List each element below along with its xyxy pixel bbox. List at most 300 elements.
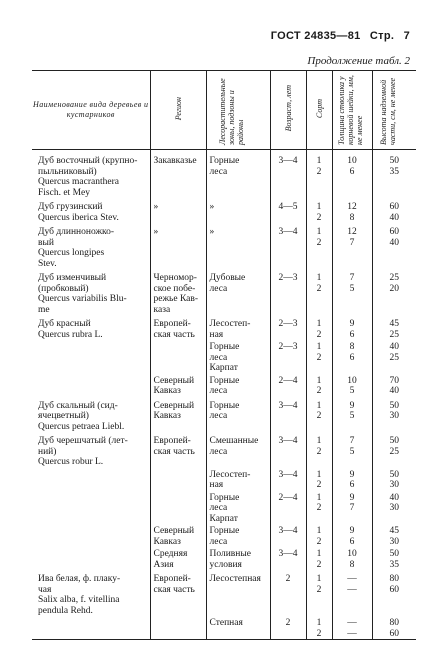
cell-grade bbox=[306, 374, 332, 397]
cell-line: Дуб грузинский bbox=[38, 202, 103, 212]
cell-thickness bbox=[332, 547, 372, 570]
cell-grade bbox=[306, 432, 332, 468]
cell-line: Дуб восточный (крупно- bbox=[38, 156, 138, 166]
table-row bbox=[32, 616, 416, 640]
cell-line: Северный bbox=[153, 526, 195, 536]
cell-line: 1 bbox=[316, 618, 322, 628]
cell-line: 60 bbox=[389, 227, 399, 237]
cell-line: Смешанные bbox=[209, 436, 259, 446]
cell-zone bbox=[206, 269, 270, 315]
cell-line: Дуб скальный (сид- bbox=[38, 400, 118, 411]
cell-line: Quercus macranthera bbox=[38, 177, 119, 187]
col-header-name: Наименование вида деревьев и кустарников bbox=[32, 71, 150, 150]
cell-line: 30 bbox=[389, 536, 399, 547]
cell-grade bbox=[306, 150, 332, 199]
cell-line: 1 bbox=[316, 273, 322, 283]
cell-line: 2 bbox=[316, 166, 322, 177]
col-header-zone: Лесорастительные зоны, подзоны и районы bbox=[206, 71, 270, 150]
cell-region bbox=[150, 468, 206, 491]
cell-line: 25 bbox=[389, 329, 399, 340]
cell-line bbox=[38, 376, 147, 387]
cell-line: 2 bbox=[316, 480, 322, 490]
table-body bbox=[32, 150, 416, 640]
cell-line: 7 bbox=[349, 436, 355, 446]
table-continuation-caption: Продолжение табл. 2 bbox=[307, 55, 410, 67]
cell-name bbox=[32, 547, 150, 570]
cell-line: 6 bbox=[349, 480, 355, 490]
cell-height bbox=[372, 468, 416, 491]
cell-line: 9 bbox=[349, 469, 355, 480]
cell-zone bbox=[206, 374, 270, 397]
col-header-age: Возраст, лет bbox=[270, 71, 306, 150]
cell-line: леса bbox=[209, 352, 228, 363]
cell-line: 50 bbox=[389, 400, 399, 411]
cell-height bbox=[372, 432, 416, 468]
cell-line: — bbox=[347, 584, 357, 595]
cell-line: 60 bbox=[389, 584, 399, 595]
cell-line: 2 bbox=[316, 559, 322, 570]
table-row bbox=[32, 315, 416, 340]
cell-age bbox=[270, 223, 306, 269]
cell-line: 3—4 bbox=[278, 436, 298, 446]
cell-thickness bbox=[332, 468, 372, 491]
cell-line: 7 bbox=[349, 273, 355, 283]
cell-zone bbox=[206, 570, 270, 616]
cell-name bbox=[32, 315, 150, 340]
cell-zone bbox=[206, 198, 270, 223]
cell-line: ная bbox=[209, 480, 224, 490]
cell-line: 2 bbox=[316, 283, 322, 294]
cell-line: 1 bbox=[316, 202, 322, 212]
cell-grade bbox=[306, 570, 332, 616]
cell-line: 10 bbox=[347, 375, 357, 386]
cell-name bbox=[32, 269, 150, 315]
cell-age bbox=[270, 315, 306, 340]
cell-line: 35 bbox=[389, 166, 399, 177]
cell-thickness bbox=[332, 570, 372, 616]
cell-line: Горные bbox=[209, 400, 240, 411]
cell-age bbox=[270, 616, 306, 640]
cell-name bbox=[32, 374, 150, 397]
cell-age bbox=[270, 374, 306, 397]
cell-thickness bbox=[332, 269, 372, 315]
cell-line: ная bbox=[209, 329, 224, 340]
cell-line: — bbox=[347, 628, 357, 639]
cell-line: 80 bbox=[389, 618, 399, 628]
cell-line: 2 bbox=[316, 329, 322, 340]
cell-line: 1 bbox=[316, 375, 322, 386]
cell-line: Средняя bbox=[153, 549, 188, 559]
cell-line: 6 bbox=[349, 329, 355, 340]
cell-line: 50 bbox=[389, 156, 399, 166]
cell-name bbox=[32, 616, 150, 640]
cell-zone bbox=[206, 315, 270, 340]
cell-age bbox=[270, 397, 306, 433]
cell-zone bbox=[206, 468, 270, 491]
cell-line: Дуб черешчатый (лет- bbox=[38, 436, 128, 446]
cell-grade bbox=[306, 524, 332, 547]
cell-line: 6 bbox=[349, 166, 355, 177]
cell-grade bbox=[306, 269, 332, 315]
cell-line: 2—4 bbox=[278, 492, 298, 503]
cell-line: леса bbox=[209, 283, 228, 294]
cell-line bbox=[38, 549, 147, 560]
cell-line: 9 bbox=[349, 400, 355, 411]
table-row bbox=[32, 150, 416, 199]
cell-line: Северный bbox=[153, 375, 195, 386]
cell-line: Дуб длинноножко- bbox=[38, 227, 115, 237]
cell-line: 1 bbox=[316, 319, 322, 329]
cell-grade bbox=[306, 491, 332, 525]
cell-height bbox=[372, 570, 416, 616]
cell-zone bbox=[206, 524, 270, 547]
cell-line: Степная bbox=[209, 618, 243, 628]
cell-line: Азия bbox=[153, 559, 174, 570]
cell-zone bbox=[206, 223, 270, 269]
cell-name bbox=[32, 468, 150, 491]
cell-line: 40 bbox=[389, 237, 399, 248]
cell-age bbox=[270, 570, 306, 616]
page-header bbox=[40, 30, 410, 42]
cell-region bbox=[150, 223, 206, 269]
table-row bbox=[32, 570, 416, 616]
cell-line bbox=[154, 618, 205, 629]
cell-region bbox=[150, 491, 206, 525]
cell-thickness bbox=[332, 223, 372, 269]
cell-line: 6 bbox=[349, 352, 355, 363]
cell-line: Черномор- bbox=[153, 273, 197, 283]
page-number: 7 bbox=[403, 30, 410, 42]
cell-thickness bbox=[332, 340, 372, 374]
cell-line: 9 bbox=[349, 526, 355, 536]
cell-line bbox=[38, 618, 147, 629]
cell-grade bbox=[306, 616, 332, 640]
cell-line: 1 bbox=[316, 436, 322, 446]
cell-line: 2 bbox=[285, 618, 291, 628]
cell-line: 10 bbox=[347, 549, 357, 559]
cell-grade bbox=[306, 223, 332, 269]
cell-line: 70 bbox=[389, 375, 399, 386]
cell-line: ская часть bbox=[153, 584, 195, 595]
cell-line: 3—4 bbox=[278, 227, 298, 237]
cell-line: 1 bbox=[316, 549, 322, 559]
cell-thickness bbox=[332, 491, 372, 525]
cell-line: 3—4 bbox=[278, 400, 298, 411]
cell-grade bbox=[306, 547, 332, 570]
table-row bbox=[32, 198, 416, 223]
cell-line: » bbox=[153, 227, 159, 237]
cell-line: 40 bbox=[389, 492, 399, 503]
col-header-region: Регион bbox=[150, 71, 206, 150]
cell-line: 3—4 bbox=[278, 469, 298, 480]
cell-line: 2 bbox=[316, 628, 322, 639]
gost-code: ГОСТ 24835—81 bbox=[270, 30, 361, 42]
cell-line: 45 bbox=[389, 319, 399, 329]
cell-height bbox=[372, 491, 416, 525]
cell-line: Stev. bbox=[38, 258, 57, 269]
cell-line: 2—3 bbox=[278, 273, 298, 283]
cell-region bbox=[150, 269, 206, 315]
cell-line: 9 bbox=[349, 319, 355, 329]
cell-line: Дуб красный bbox=[38, 319, 91, 329]
cell-thickness bbox=[332, 432, 372, 468]
cell-line: 25 bbox=[389, 352, 399, 363]
cell-line: 8 bbox=[349, 342, 355, 352]
cell-age bbox=[270, 491, 306, 525]
cell-line: Ива белая, ф. плаку- bbox=[38, 574, 121, 584]
cell-line: 50 bbox=[389, 469, 399, 480]
cell-line bbox=[38, 526, 147, 537]
cell-line: леса bbox=[209, 386, 228, 396]
cell-zone bbox=[206, 491, 270, 525]
seedling-standards-table bbox=[32, 70, 416, 640]
cell-age bbox=[270, 547, 306, 570]
cell-region bbox=[150, 198, 206, 223]
cell-grade bbox=[306, 198, 332, 223]
cell-line: 1 bbox=[316, 526, 322, 536]
cell-line: 2 bbox=[316, 212, 322, 223]
cell-line: 10 bbox=[347, 156, 357, 166]
page-label: Стр. bbox=[369, 30, 395, 42]
cell-thickness bbox=[332, 198, 372, 223]
cell-line: 5 bbox=[349, 386, 355, 396]
cell-line: 25 bbox=[389, 446, 399, 457]
cell-line: 50 bbox=[389, 436, 399, 446]
cell-line: 1 bbox=[316, 156, 322, 166]
cell-name bbox=[32, 524, 150, 547]
cell-line: ское побе- bbox=[153, 283, 196, 294]
cell-line: Quercus iberica Stev. bbox=[38, 212, 119, 223]
cell-line bbox=[154, 342, 205, 353]
cell-line: леса bbox=[209, 166, 228, 177]
cell-name bbox=[32, 397, 150, 433]
cell-line: 80 bbox=[389, 574, 399, 584]
cell-line: Закавказье bbox=[153, 156, 197, 166]
cell-line: 2 bbox=[316, 237, 322, 248]
cell-name bbox=[32, 491, 150, 525]
cell-line: 40 bbox=[389, 342, 399, 352]
cell-line: леса bbox=[209, 446, 228, 457]
cell-line: Кавказ bbox=[153, 536, 181, 547]
cell-line: режье Кав- bbox=[153, 294, 199, 304]
cell-line: 4—5 bbox=[278, 202, 298, 212]
cell-height bbox=[372, 315, 416, 340]
cell-line: Дубовые bbox=[209, 273, 246, 283]
cell-line: 3—4 bbox=[278, 156, 298, 166]
cell-line: me bbox=[38, 304, 50, 315]
cell-line: 8 bbox=[349, 559, 355, 570]
cell-line: » bbox=[209, 202, 215, 212]
col-header-thickness: Толщина стволика у корневой шейки, мм, не менее bbox=[332, 71, 372, 150]
table-row bbox=[32, 223, 416, 269]
cell-line: (пробковый) bbox=[38, 283, 89, 294]
cell-line: 2 bbox=[316, 411, 322, 421]
cell-line: пыльниковый) bbox=[38, 166, 97, 177]
cell-line: Кавказ bbox=[153, 411, 181, 421]
cell-line: 40 bbox=[389, 386, 399, 396]
cell-line: 12 bbox=[347, 227, 357, 237]
cell-line: Fisch. et Mey bbox=[38, 187, 90, 198]
cell-line: — bbox=[347, 574, 357, 584]
cell-line: 2—3 bbox=[278, 342, 298, 352]
table-row bbox=[32, 524, 416, 547]
cell-grade bbox=[306, 315, 332, 340]
table-row bbox=[32, 269, 416, 315]
cell-line: Поливные bbox=[209, 549, 251, 559]
cell-line: 60 bbox=[389, 628, 399, 639]
cell-line: 20 bbox=[389, 283, 399, 294]
cell-line: 7 bbox=[349, 237, 355, 248]
cell-line: 2 bbox=[285, 574, 291, 584]
cell-grade bbox=[306, 468, 332, 491]
cell-line: ская часть bbox=[153, 329, 195, 340]
cell-line: 8 bbox=[349, 212, 355, 223]
table-row bbox=[32, 468, 416, 491]
cell-line: 30 bbox=[389, 480, 399, 490]
table-row bbox=[32, 547, 416, 570]
cell-height bbox=[372, 374, 416, 397]
cell-line bbox=[38, 342, 147, 353]
cell-line: 35 bbox=[389, 559, 399, 570]
cell-line: Quercus robur L. bbox=[38, 457, 104, 467]
cell-line: Дуб изменчивый bbox=[38, 273, 107, 283]
cell-line: Карпат bbox=[209, 363, 238, 373]
cell-line: 30 bbox=[389, 411, 399, 421]
cell-line: 2—4 bbox=[278, 375, 298, 386]
cell-line: леса bbox=[209, 503, 228, 513]
cell-region bbox=[150, 340, 206, 374]
cell-thickness bbox=[332, 315, 372, 340]
cell-line bbox=[38, 470, 147, 481]
cell-line: Карпат bbox=[209, 513, 238, 524]
cell-height bbox=[372, 269, 416, 315]
cell-line: 60 bbox=[389, 202, 399, 212]
cell-thickness bbox=[332, 616, 372, 640]
cell-grade bbox=[306, 340, 332, 374]
cell-height bbox=[372, 616, 416, 640]
cell-zone bbox=[206, 547, 270, 570]
cell-line: Горные bbox=[209, 492, 240, 503]
cell-region bbox=[150, 547, 206, 570]
cell-height bbox=[372, 150, 416, 199]
cell-height bbox=[372, 340, 416, 374]
cell-line: Quercus variabilis Blu- bbox=[38, 294, 127, 304]
cell-height bbox=[372, 524, 416, 547]
cell-zone bbox=[206, 432, 270, 468]
cell-age bbox=[270, 150, 306, 199]
cell-line: » bbox=[209, 227, 215, 237]
cell-line: 6 bbox=[349, 536, 355, 547]
cell-line: 45 bbox=[389, 526, 399, 536]
cell-line: 3—4 bbox=[278, 549, 298, 559]
cell-line: Европей- bbox=[153, 319, 191, 329]
cell-line: 50 bbox=[389, 549, 399, 559]
cell-line bbox=[154, 493, 205, 504]
cell-line: леса bbox=[209, 411, 228, 421]
cell-zone bbox=[206, 340, 270, 374]
cell-line: вый bbox=[38, 237, 54, 248]
cell-line: леса bbox=[209, 536, 228, 547]
table-row bbox=[32, 432, 416, 468]
cell-thickness bbox=[332, 397, 372, 433]
cell-region bbox=[150, 374, 206, 397]
cell-name bbox=[32, 150, 150, 199]
cell-region bbox=[150, 432, 206, 468]
cell-line: Европей- bbox=[153, 574, 191, 584]
cell-age bbox=[270, 269, 306, 315]
cell-line: Лесостепная bbox=[209, 574, 261, 584]
cell-line: 2 bbox=[316, 536, 322, 547]
cell-line: Quercus petraea Liebl. bbox=[38, 421, 125, 432]
cell-line: 1 bbox=[316, 227, 322, 237]
cell-line: — bbox=[347, 618, 357, 628]
cell-zone bbox=[206, 397, 270, 433]
table-row bbox=[32, 397, 416, 433]
cell-thickness bbox=[332, 524, 372, 547]
cell-line: 5 bbox=[349, 446, 355, 457]
cell-line: Горные bbox=[209, 375, 240, 386]
cell-region bbox=[150, 397, 206, 433]
cell-line: Горные bbox=[209, 526, 240, 536]
col-header-height: Высота надземной части, см, не менее bbox=[372, 71, 416, 150]
cell-line: Лесостеп- bbox=[209, 319, 251, 329]
table-header-row bbox=[32, 71, 416, 150]
cell-line: 2 bbox=[316, 584, 322, 595]
cell-age bbox=[270, 432, 306, 468]
cell-line: 5 bbox=[349, 411, 355, 421]
cell-thickness bbox=[332, 150, 372, 199]
cell-line: 1 bbox=[316, 342, 322, 352]
cell-line: Quercus longipes bbox=[38, 248, 105, 258]
table-row bbox=[32, 340, 416, 374]
cell-line: 2—3 bbox=[278, 319, 298, 329]
cell-line: 12 bbox=[347, 202, 357, 212]
cell-age bbox=[270, 340, 306, 374]
cell-age bbox=[270, 198, 306, 223]
cell-line: 1 bbox=[316, 400, 322, 411]
cell-region bbox=[150, 524, 206, 547]
cell-line: 1 bbox=[316, 469, 322, 480]
cell-grade bbox=[306, 397, 332, 433]
cell-line: 3—4 bbox=[278, 526, 298, 536]
cell-thickness bbox=[332, 374, 372, 397]
cell-line: 2 bbox=[316, 446, 322, 457]
cell-line bbox=[154, 470, 205, 481]
cell-line: 2 bbox=[316, 386, 322, 396]
cell-line: 2 bbox=[316, 503, 322, 513]
cell-region bbox=[150, 616, 206, 640]
cell-height bbox=[372, 198, 416, 223]
cell-line: Европей- bbox=[153, 436, 191, 446]
cell-name bbox=[32, 198, 150, 223]
cell-name bbox=[32, 340, 150, 374]
cell-line: 25 bbox=[389, 273, 399, 283]
cell-line: 1 bbox=[316, 574, 322, 584]
cell-line: Quercus rubra L. bbox=[38, 329, 103, 340]
cell-line: ячецветный) bbox=[38, 411, 89, 421]
cell-age bbox=[270, 524, 306, 547]
cell-region bbox=[150, 570, 206, 616]
cell-line: Лесостеп- bbox=[209, 469, 251, 480]
cell-name bbox=[32, 570, 150, 616]
cell-line: 7 bbox=[349, 503, 355, 513]
cell-line: 30 bbox=[389, 503, 399, 513]
cell-line bbox=[38, 493, 147, 504]
cell-line: чая bbox=[38, 584, 52, 595]
cell-line: ская часть bbox=[153, 446, 195, 457]
col-header-grade: Сорт bbox=[306, 71, 332, 150]
cell-age bbox=[270, 468, 306, 491]
